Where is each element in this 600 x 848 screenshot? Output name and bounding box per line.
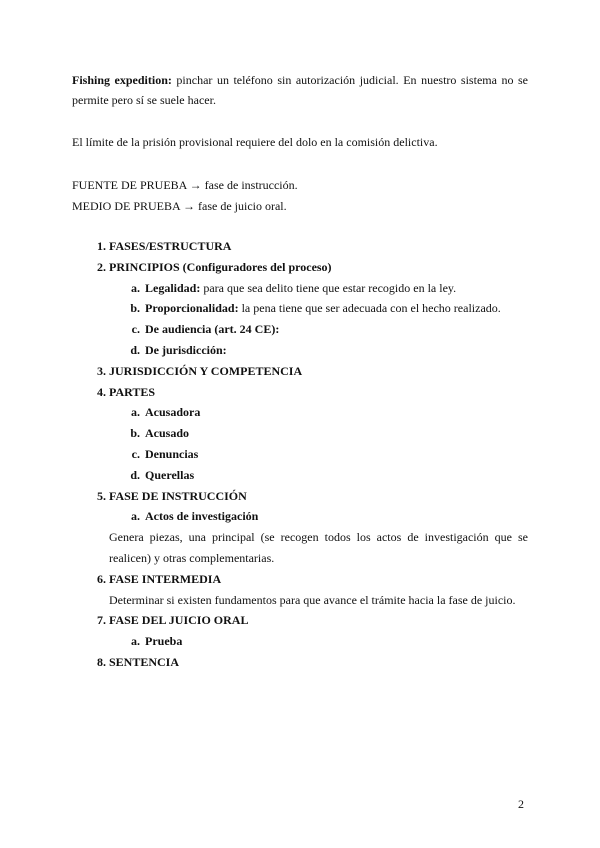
intermedia-paragraph: Determinar si existen fundamentos para que avance el trámite hacia la fase de juicio. [109, 592, 516, 607]
sub-list-item [72, 506, 528, 527]
page-number: 2 [518, 797, 524, 811]
term-fishing-expedition: Fishing expedition: [72, 73, 172, 87]
sub-letter: b. [130, 301, 140, 316]
sub-list-item [72, 444, 528, 465]
list-item [72, 569, 528, 590]
sub-term: De audiencia (art. 24 CE): [145, 322, 280, 337]
list-number: 5. [97, 488, 106, 503]
list-item [72, 236, 528, 257]
sub-letter: a. [131, 405, 140, 420]
list-item [72, 610, 528, 631]
list-number: 7. [97, 613, 106, 628]
sub-list-item [72, 319, 528, 340]
sub-list-item [72, 298, 528, 319]
prision-provisional-paragraph: El límite de la prisión provisional requiere del dolo en la comisión delictiva. [72, 135, 438, 149]
sub-term: Querellas [145, 467, 195, 482]
list-number: 8. [97, 654, 106, 669]
sub-term: Proporcionalidad: [145, 301, 239, 316]
sub-text: la pena tiene que ser adecuada con el hecho realizado. [238, 301, 501, 316]
list-label: JURISDICCIÓN Y COMPETENCIA [109, 363, 303, 378]
sub-list-item [72, 402, 528, 423]
list-number: 6. [97, 571, 106, 586]
sub-term: De jurisdicción: [145, 342, 227, 357]
list-label: FASE INTERMEDIA [109, 571, 222, 586]
sub-term: Actos de investigación [145, 509, 259, 524]
sub-letter: a. [131, 509, 140, 524]
sub-list-item [72, 423, 528, 444]
list-number: 3. [97, 363, 106, 378]
sub-letter: b. [130, 426, 140, 441]
list-item [72, 382, 528, 403]
instruccion-paragraph: Genera piezas, una principal (se recogen todos los actos de investigación que se realicen) y otras complementarias. [109, 530, 528, 565]
list-label: PRINCIPIOS (Configuradores del proceso) [109, 259, 332, 274]
sub-letter: d. [130, 342, 140, 357]
medio-de-prueba-line: MEDIO DE PRUEBA → fase de juicio oral. [72, 199, 287, 213]
sub-letter: a. [131, 280, 140, 295]
list-label: FASE DE INSTRUCCIÓN [109, 488, 247, 503]
list-item [72, 257, 528, 278]
fuente-de-prueba-line: FUENTE DE PRUEBA → fase de instrucción. [72, 178, 298, 192]
sub-term: Legalidad: [145, 280, 201, 295]
sub-letter: a. [131, 634, 140, 649]
list-label: SENTENCIA [109, 654, 180, 669]
sub-term: Acusadora [145, 405, 201, 420]
sub-text: para que sea delito tiene que estar recogido en la ley. [200, 280, 457, 295]
list-label: FASES/ESTRUCTURA [109, 239, 232, 253]
list-label: FASE DEL JUICIO ORAL [109, 613, 249, 628]
sub-list-item [72, 278, 528, 299]
sub-list-item [72, 631, 528, 652]
sub-term: Denuncias [145, 446, 199, 461]
sub-letter: c. [131, 322, 140, 337]
fishing-expedition-definition: pinchar un teléfono sin autorización judicial. En nuestro sistema no se permite pero sí se suele hacer. [72, 73, 528, 107]
list-number: 4. [97, 384, 106, 399]
list-item [72, 361, 528, 382]
list-number: 2. [97, 259, 106, 274]
outline-list [72, 236, 528, 673]
list-number: 1. [97, 239, 106, 253]
fishing-expedition-paragraph [72, 70, 528, 110]
sub-list-item [72, 465, 528, 486]
sub-letter: d. [130, 467, 140, 482]
list-item [72, 652, 528, 673]
sub-list-item [72, 340, 528, 361]
sub-letter: c. [131, 446, 140, 461]
list-item [72, 486, 528, 507]
list-label: PARTES [109, 384, 156, 399]
sub-term: Acusado [145, 426, 190, 441]
sub-term: Prueba [145, 634, 183, 649]
